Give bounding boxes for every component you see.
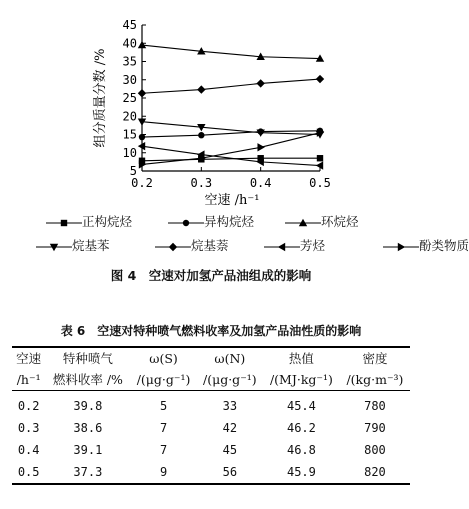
table-cell: 780 [364,399,386,413]
legend-label: 烷基萘 [191,238,229,253]
header-heat-value-unit: /(MJ·kg⁻¹) [263,369,340,391]
chart-series [138,41,324,170]
table-cell: 45.9 [263,461,340,484]
series-line [142,79,320,93]
table-caption: 表 6 空速对特种喷气燃料收率及加氢产品油性质的影响 [60,324,362,338]
x-axis-label: 空速 /h⁻¹ [204,193,260,208]
table-cell: 45.4 [286,399,316,413]
data-point [198,132,204,138]
header-density-unit: /(kg·m⁻³) [340,369,410,391]
legend-item [36,236,110,254]
data-point [317,155,323,161]
header-jet-fuel-yield-unit: 燃料收率 /% [45,369,130,391]
y-tick-label: 45 [122,18,137,32]
y-tick-label: 5 [129,164,137,178]
series-line [142,146,320,165]
series-line [142,45,320,59]
legend-item [168,212,254,230]
legend-item [46,212,132,230]
table-cell: 800 [364,443,386,457]
table-cell: 39.1 [73,443,103,457]
table-cell: 0.5 [12,461,45,484]
data-point [197,85,205,93]
properties-table [12,346,410,485]
legend-marker [183,219,189,225]
table-cell: 33 [222,399,238,413]
table-cell: 45 [222,443,238,457]
legend-label: 环烷烃 [321,214,359,229]
header-heat-value: 热值 [263,347,340,369]
data-point [316,75,324,83]
y-tick-label: 15 [122,127,137,142]
data-point [257,143,264,151]
header-sulfur-unit: /(μg·g⁻¹) [130,369,196,391]
y-tick-label: 20 [122,109,137,124]
legend-symbol [155,241,191,253]
series-5 [138,75,324,98]
table-cell: 39.8 [73,399,103,413]
table-row [12,461,410,484]
legend-marker [278,242,285,250]
table-cell: 37.3 [45,461,130,484]
y-tick-label: 10 [122,145,137,160]
header-space-velocity-unit: /h⁻¹ [12,369,45,391]
legend-item [383,236,469,254]
legend-symbol [264,241,300,253]
table-cell: 790 [364,421,386,435]
y-tick-label: 30 [122,72,137,87]
header-sulfur: ω(S) [130,347,196,369]
legend-symbol [36,241,72,253]
series-4 [138,119,324,139]
data-point [139,134,145,140]
x-tick-label: 0.3 [190,176,213,190]
table-cell: 5 [159,399,168,413]
legend-label: 酚类物质 [419,238,469,253]
legend-item [285,212,359,230]
legend-item [155,236,229,254]
line-chart [0,0,422,212]
legend-label: 芳烃 [300,238,326,253]
table-header-row-2 [12,369,410,391]
figure-caption: 图 4 空速对加氢产品油组成的影响 [110,268,312,283]
header-jet-fuel-yield: 特种喷气 [45,347,130,369]
table-row [12,391,410,418]
data-point [256,79,264,87]
series-line [142,122,320,135]
series-7 [139,128,324,168]
table-cell: 42 [222,421,238,435]
x-tick-label: 0.4 [249,176,272,190]
legend-label: 异构烷烃 [204,214,255,229]
table-cell: 0.4 [17,443,40,457]
x-tick-label: 0.5 [309,176,331,190]
legend-label: 烷基苯 [72,238,110,253]
y-tick-label: 35 [122,54,137,69]
table-cell: 7 [159,443,168,457]
legend-symbol [383,241,419,253]
data-point [138,89,146,97]
y-tick-label: 25 [122,91,137,105]
legend-marker [398,242,405,250]
table-row [12,439,410,461]
series-6 [138,142,323,170]
legend-marker [169,242,177,250]
x-tick-label: 0.2 [131,176,153,190]
table-row [12,417,410,439]
table-cell: 46.8 [286,443,316,457]
y-axis-label: 组分质量分数 /% [93,48,108,148]
table-cell: 56 [197,461,263,484]
table-cell: 0.2 [17,399,40,413]
table-cell: 7 [159,421,168,435]
legend-symbol [168,217,204,229]
header-nitrogen: ω(N) [197,347,263,369]
series-3 [138,41,324,62]
header-density: 密度 [340,347,410,369]
y-tick-label: 40 [122,36,137,51]
header-nitrogen-unit: /(μg·g⁻¹) [197,369,263,391]
data-point [138,41,146,48]
table-cell: 9 [130,461,196,484]
table-cell: 820 [340,461,410,484]
table-cell: 38.6 [73,421,103,435]
header-space-velocity: 空速 [12,347,45,369]
legend-item [264,236,325,254]
table-cell: 0.3 [17,421,40,435]
legend-symbol [285,217,321,229]
legend-symbol [46,217,82,229]
table-header-row-1 [12,347,410,369]
legend-marker [61,219,67,225]
legend-label: 正构烷烃 [82,214,133,229]
series-1 [139,155,323,164]
table-cell: 46.2 [286,421,316,435]
